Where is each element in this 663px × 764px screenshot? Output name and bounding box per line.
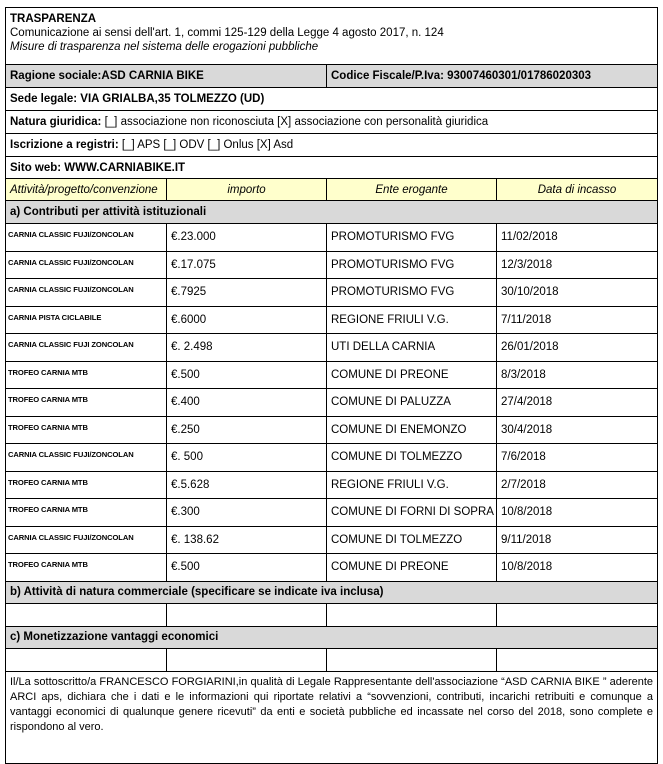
entity-cell: COMUNE DI FORNI DI SOPRA: [327, 499, 497, 527]
col-header-data: Data di incasso: [497, 179, 658, 201]
entity-cell: PROMOTURISMO FVG: [327, 279, 497, 307]
entity-cell: UTI DELLA CARNIA: [327, 334, 497, 362]
date-cell: 7/6/2018: [497, 444, 658, 472]
empty-cell: [167, 648, 327, 671]
section-b-title: b) Attività di natura commerciale (specificare se indicate iva inclusa): [6, 581, 658, 603]
iscrizione-registri: [6, 134, 658, 157]
sede-legale: Sede legale: VIA GRIALBA,35 TOLMEZZO (UD): [6, 88, 658, 111]
amount-cell: €.17.075: [167, 251, 327, 279]
col-header-ente: Ente erogante: [327, 179, 497, 201]
date-cell: 30/10/2018: [497, 279, 658, 307]
table-row: [6, 224, 658, 252]
empty-cell: [497, 603, 658, 626]
section-c-title: c) Monetizzazione vantaggi economici: [6, 626, 658, 648]
entity-cell: COMUNE DI ENEMONZO: [327, 416, 497, 444]
section-a-title: a) Contributi per attività istituzionali: [6, 201, 658, 224]
entity-cell: COMUNE DI PALUZZA: [327, 389, 497, 417]
natura-row: [6, 111, 658, 134]
table-row: [6, 499, 658, 527]
amount-cell: €.5.628: [167, 471, 327, 499]
amount-cell: €.500: [167, 361, 327, 389]
amount-cell: €.250: [167, 416, 327, 444]
table-row: [6, 416, 658, 444]
contributi-rows: [6, 224, 658, 582]
law-reference: Comunicazione ai sensi dell'art. 1, commi 125-129 della Legge 4 agosto 2017, n. 124: [10, 27, 444, 39]
entity-cell: PROMOTURISMO FVG: [327, 251, 497, 279]
amount-cell: €.6000: [167, 306, 327, 334]
iscrizione-label: Iscrizione a registri:: [10, 139, 119, 151]
date-cell: 12/3/2018: [497, 251, 658, 279]
date-cell: 7/11/2018: [497, 306, 658, 334]
date-cell: 27/4/2018: [497, 389, 658, 417]
header-row: [6, 8, 658, 65]
table-row: [6, 306, 658, 334]
sede-row: [6, 88, 658, 111]
entity-cell: PROMOTURISMO FVG: [327, 224, 497, 252]
activity-cell: CARNIA CLASSIC FUJI/ZONCOLAN: [6, 444, 167, 472]
section-a-row: [6, 201, 658, 224]
date-cell: 30/4/2018: [497, 416, 658, 444]
date-cell: 11/02/2018: [497, 224, 658, 252]
sito-row: [6, 157, 658, 179]
activity-cell: TROFEO CARNIA MTB: [6, 389, 167, 417]
empty-cell: [327, 648, 497, 671]
table-row: [6, 526, 658, 554]
col-header-importo: importo: [167, 179, 327, 201]
doc-subtitle: Misure di trasparenza nel sistema delle erogazioni pubbliche: [10, 41, 319, 53]
natura-giuridica: [6, 111, 658, 134]
entity-cell: REGIONE FRIULI V.G.: [327, 306, 497, 334]
ragione-sociale: Ragione sociale:ASD CARNIA BIKE: [6, 65, 327, 88]
col-header-attivita: Attività/progetto/convenzione: [6, 179, 167, 201]
activity-cell: CARNIA CLASSIC FUJI/ZONCOLAN: [6, 224, 167, 252]
activity-cell: TROFEO CARNIA MTB: [6, 554, 167, 582]
amount-cell: €.7925: [167, 279, 327, 307]
section-c-empty-row: [6, 648, 658, 671]
table-row: [6, 361, 658, 389]
activity-cell: CARNIA CLASSIC FUJI/ZONCOLAN: [6, 251, 167, 279]
date-cell: 8/3/2018: [497, 361, 658, 389]
table-row: [6, 334, 658, 362]
transparency-document: [5, 7, 657, 764]
date-cell: 2/7/2018: [497, 471, 658, 499]
entity-cell: COMUNE DI TOLMEZZO: [327, 526, 497, 554]
column-header-row: [6, 179, 658, 201]
natura-value: [_] associazione non riconosciuta [X] associazione con personalità giuridica: [101, 116, 489, 128]
transparency-table: [5, 7, 658, 764]
entity-cell: REGIONE FRIULI V.G.: [327, 471, 497, 499]
table-row: [6, 471, 658, 499]
sito-web: Sito web: WWW.CARNIABIKE.IT: [6, 157, 658, 179]
empty-cell: [327, 603, 497, 626]
amount-cell: €. 500: [167, 444, 327, 472]
amount-cell: €. 2.498: [167, 334, 327, 362]
section-b-row: [6, 581, 658, 603]
empty-cell: [6, 603, 167, 626]
amount-cell: €.400: [167, 389, 327, 417]
codice-fiscale: Codice Fiscale/P.Iva: 93007460301/01786020303: [327, 65, 658, 88]
section-b-empty-row: [6, 603, 658, 626]
date-cell: 26/01/2018: [497, 334, 658, 362]
org-id-row: [6, 65, 658, 88]
declaration-text: Il/La sottoscritto/a FRANCESCO FORGIARINI,in qualità di Legale Rappresentante dell'associazione “ASD CARNIA BIKE ” aderente ARCI aps, dichiara che i dati e le informazioni qui riportate relativi a “sovvenzioni, contributi, incarichi retribuiti e comunque a vantaggi economici di qualunque genere ricevuti” da enti e società pubbliche ed incassate nel corso del 2018, sono complete e rispondono al vero.: [6, 671, 658, 763]
iscrizione-row: [6, 134, 658, 157]
empty-cell: [167, 603, 327, 626]
date-cell: 10/8/2018: [497, 499, 658, 527]
activity-cell: CARNIA PISTA CICLABILE: [6, 306, 167, 334]
activity-cell: CARNIA CLASSIC FUJI ZONCOLAN: [6, 334, 167, 362]
natura-label: Natura giuridica:: [10, 116, 102, 128]
iscrizione-value: [_] APS [_] ODV [_] Onlus [X] Asd: [118, 139, 294, 151]
activity-cell: TROFEO CARNIA MTB: [6, 471, 167, 499]
entity-cell: COMUNE DI PREONE: [327, 554, 497, 582]
entity-cell: COMUNE DI PREONE: [327, 361, 497, 389]
empty-cell: [497, 648, 658, 671]
table-row: [6, 389, 658, 417]
table-row: [6, 554, 658, 582]
amount-cell: €. 138.62: [167, 526, 327, 554]
date-cell: 9/11/2018: [497, 526, 658, 554]
activity-cell: TROFEO CARNIA MTB: [6, 361, 167, 389]
amount-cell: €.23.000: [167, 224, 327, 252]
table-row: [6, 251, 658, 279]
date-cell: 10/8/2018: [497, 554, 658, 582]
doc-title: TRASPARENZA: [10, 13, 97, 25]
activity-cell: CARNIA CLASSIC FUJI/ZONCOLAN: [6, 526, 167, 554]
table-row: [6, 444, 658, 472]
amount-cell: €.300: [167, 499, 327, 527]
activity-cell: CARNIA CLASSIC FUJI/ZONCOLAN: [6, 279, 167, 307]
amount-cell: €.500: [167, 554, 327, 582]
activity-cell: TROFEO CARNIA MTB: [6, 499, 167, 527]
header-cell: [6, 8, 658, 65]
empty-cell: [6, 648, 167, 671]
activity-cell: TROFEO CARNIA MTB: [6, 416, 167, 444]
table-row: [6, 279, 658, 307]
entity-cell: COMUNE DI TOLMEZZO: [327, 444, 497, 472]
section-c-row: [6, 626, 658, 648]
statement-row: [6, 671, 658, 763]
